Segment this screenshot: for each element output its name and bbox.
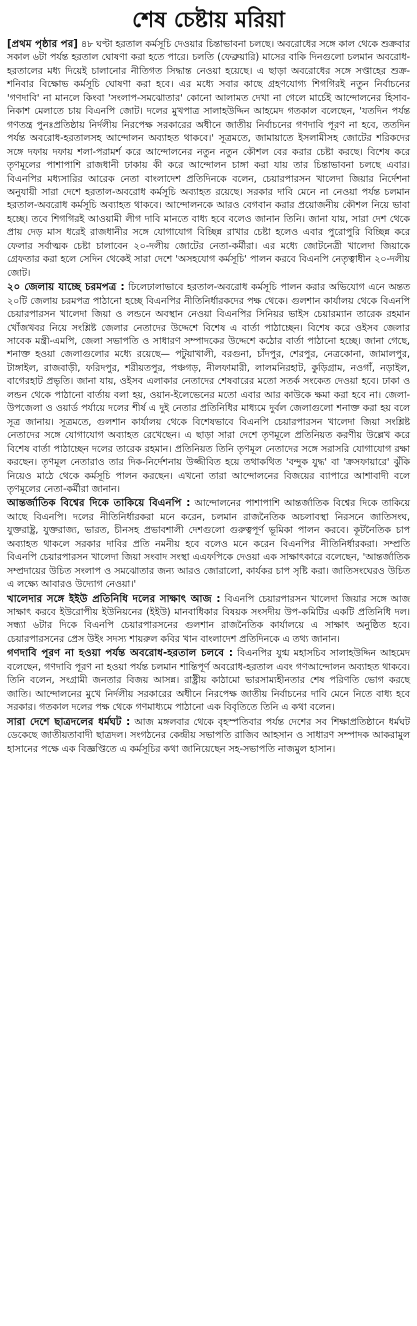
section-body: আজ মঙ্গলবার থেকে বৃহস্পতিবার পর্যন্ত দেশের সব শিক্ষাপ্রতিষ্ঠানে ধর্মঘট ডেকেছে জাতীয়তাবাদী ছাত্রদল। সংগঠনের কেন্দ্রীয় সভাপতি রাজিব আহসান ও সাধারণ সম্পাদক আকরামুল হাসানের পক্ষে এক বিজ্ঞপ্তিতে এ কর্মসূচির কথা জানিয়েছেন সহ-সভাপতি নাজমুল হাসান।	[7, 716, 410, 755]
article-section	[7, 593, 410, 647]
article-section	[7, 281, 410, 496]
section-lead: খালেদার সঙ্গে ইইউ প্রতিনিধি দলের সাক্ষাৎ আজ :	[7, 593, 221, 605]
section-lead: আন্তর্জাতিক বিশ্বের দিকে তাকিয়ে বিএনপি :	[7, 498, 191, 510]
section-lead: [প্রথম পৃষ্ঠার পর]	[7, 39, 78, 50]
section-body: আন্দোলনের পাশাপাশি আন্তর্জাতিক বিশ্বের দিকে তাকিয়ে আছে বিএনপি। দলের নীতিনির্ধারকরা মনে করেন, চলমান রাজনৈতিক অচলাবস্থা নিরসনে জাতিসংঘ, যুক্তরাষ্ট্র, যুক্তরাজ্য, ভারত, চীনসহ প্রভাবশালী দেশগুলো গুরুত্বপূর্ণ ভূমিকা পালন করবে। কূটনৈতিক চাপ অব্যাহত থাকলে সরকার দাবির প্রতি নমনীয় হবে বলেও মনে করেন বিএনপির নীতিনির্ধারকরা। সম্প্রতি বিএনপি চেয়ারপারসন খালেদা জিয়া সংবাদ সংস্থা এএফপিকে দেওয়া এক সাক্ষাৎকারে বলেছেন, 'আন্তর্জাতিক সম্প্রদায়ের উচিত সংলাপ ও সমঝোতার জন্য আরও জোরালো, কার্যকর চাপ সৃষ্টি করা। জাতিসংঘেরও উচিত এ লক্ষ্যে আবারও উদ্যোগ নেওয়া।'	[7, 498, 410, 591]
article-section	[7, 497, 410, 591]
section-lead: সারা দেশে ছাত্রদলের ধর্মঘট :	[7, 716, 131, 728]
section-body: ঢিলেঢালাভাবে হরতাল-অবরোধ কর্মসূচি পালন করার অভিযোগ এনে অন্তত ২০টি জেলায় চরমপত্র পাঠানো হচ্ছে বিএনপির নীতিনির্ধারকদের পক্ষ থেকে। গুলশান কার্যালয় থেকে বিএনপি চেয়ারপারসন খালেদা জিয়া ও লন্ডনে অবস্থান নেওয়া বিএনপির সিনিয়র ভাইস চেয়ারম্যান তারেক রহমান খোঁজখবর নিয়ে সংশ্লিষ্ট জেলার নেতাদের উদ্দেশে বিশেষ এ বার্তা পাঠাচ্ছেন। বিশেষ করে ওইসব জেলার সাবেক মন্ত্রী-এমপি, জেলা সভাপতি ও সাধারণ সম্পাদকের উদ্দেশে কঠোর বার্তা পাঠানো হচ্ছে। জানা গেছে, শনাক্ত হওয়া জেলাগুলোর মধ্যে রয়েছে— পটুয়াখালী, বরগুনা, চাঁদপুর, শেরপুর, নেত্রকোনা, জামালপুর, টাঙ্গাইল, রাজবাড়ী, ফরিদপুর, শরীয়তপুর, পঞ্চগড়, নীলফামারী, লালমনিরহাট, কুড়িগ্রাম, নওগাঁ, নড়াইল, বাগেরহাট প্রভৃতি। জানা যায়, ওইসব এলাকার নেতাদের শেষবারের মতো সতর্ক সংকেত দেওয়া হবে। ঢাকা ও লন্ডন থেকে পাঠানো বার্তায় বলা হয়, ওয়ান-ইলেভেনের মতো এবার আর কাউকে ক্ষমা করা হবে না। জেলা-উপজেলা ও ওয়ার্ড পর্যায়ে দলের শীর্ষ এ দুই নেতার প্রতিনিধির মাধ্যমে দুর্বল জেলাগুলো শনাক্ত করা হয় বলে সূত্র জানায়। সূত্রমতে, গুলশান কার্যালয় থেকে বিশেষভাবে বিএনপি চেয়ারপারসন খালেদা জিয়া সংশ্লিষ্ট নেতাদের সঙ্গে যোগাযোগ অব্যাহত রেখেছেন। এ ছাড়া সারা দেশে তৃণমূলে প্রতিনিয়ত করণীয় উল্লেখ করে বিশেষ বার্তা পাঠাচ্ছেন দলের তারেক রহমান। প্রতিনিয়ত তিনি তৃণমূল নেতাদের সঙ্গে সরাসরি যোগাযোগ রক্ষা করছেন। তৃণমূল নেতারাও তার দিক-নির্দেশনায় উজ্জীবিত হয়ে তথাকথিত 'বন্দুক যুদ্ধ' বা 'ক্রসফায়ারে' ঝুঁকি নিয়েও মাঠে থেকে কর্মসূচি পালন করছেন। এখনো তারা আন্দোলনের বিজয়ের ব্যাপারে আশাবাদী বলে তৃণমূলের নেতা-কর্মীরা জানান।	[7, 282, 410, 495]
section-body: বিএনপি চেয়ারপারসন খালেদা জিয়ার সঙ্গে আজ সাক্ষাৎ করবে ইউরোপীয় ইউনিয়নের (ইইউ) মানবাধিকার বিষয়ক সংসদীয় উপ-কমিটির একটি প্রতিনিধি দল। সন্ধ্যা ৬টার দিকে বিএনপি চেয়ারপারসনের গুলশান রাজনৈতিক কার্যালয়ে এ সাক্ষাৎ অনুষ্ঠিত হবে। চেয়ারপারসনের প্রেস উইং সদস্য শায়রুল কবির খান বাংলাদেশ প্রতিদিনকে এ তথ্য জানান।	[7, 593, 410, 645]
section-body: ৪৮ ঘণ্টা হরতাল কর্মসূচি দেওয়ার চিন্তাভাবনা চলছে। অবরোধের সঙ্গে কাল থেকে শুক্রবার সকাল ৬টা পর্যন্ত হরতাল ঘোষণা করা হতে পারে। চলতি (ফেব্রুয়ারি) মাসের বাকি দিনগুলো চলমান অবরোধ-হরতালের মধ্য দিয়েই চালানোর নীতিগত সিদ্ধান্ত নেওয়া হয়েছে। এ ছাড়া অবরোধের সঙ্গে সপ্তাহের শুক্র-শনিবার বিক্ষোভ কর্মসূচি ঘোষণা করা হবে। এর মধ্যে সবার কাছে গ্রহণযোগ্য শিগগিরই নতুন নির্বাচনের 'গণদাবি' না মানলে কিংবা 'সংলাপ-সমঝোতার' কোনো আলামত দেখা না গেলে মার্চেই আন্দোলনের হিসাব-নিকাশ মেলাতে চায় বিএনপি জোট। দলের মুখপাত্র সালাহউদ্দিন আহমেদ গতকাল বলেছেন, 'যতদিন পর্যন্ত গণতন্ত্র পুনঃপ্রতিষ্ঠায় নির্দলীয় নিরপেক্ষ সরকারের অধীনে জাতীয় নির্বাচনের গণদাবি পূরণ না হবে, ততদিন পর্যন্ত অবরোধ-হরতালসহ আন্দোলন অব্যাহত থাকবে।' সূত্রমতে, জামায়াতে ইসলামীসহ জোটের শরিকদের সঙ্গে দফায় দফায় শলা-পরামর্শ করে আন্দোলনের নতুন নতুন কৌশল বের করার চেষ্টা করছে। বিশেষ করে তৃণমূলের পাশাপাশি রাজধানী ঢাকায় কী করে আন্দোলন চাঙ্গা করা যায় তার চিন্তাভাবনা চলছে এবার। বিএনপির মধ্যসারির আরেক নেতা বাংলাদেশ প্রতিদিনকে বলেন, চেয়ারপারসন খালেদা জিয়ার নির্দেশনা অনুযায়ী সারা দেশে হরতাল-অবরোধ কর্মসূচি অব্যাহত রয়েছে। সরকার দাবি মেনে না নেওয়া পর্যন্ত চলমান হরতাল-অবরোধ কর্মসূচি অব্যাহত থাকবে। আন্দোলনকে আরও বেগবান করার প্রয়োজনীয় কৌশল নিয়ে ভাবা হচ্ছে। তবে শিগগিরই আওয়ামী লীগ দাবি মানতে বাধ্য হবে বলেও জানান তিনি। জানা যায়, সারা দেশ থেকে প্রায় দেড় মাস ধরেই রাজধানীর সঙ্গে যোগাযোগ বিচ্ছিন্ন রাখার চেষ্টা হলেও এবার পুরোপুরি বিচ্ছিন্ন করে ফেলার সর্বাত্মক চেষ্টা চালাবেন ২০-দলীয় জোটের নেতা-কর্মীরা। এর মধ্যে জোটনেত্রী খালেদা জিয়াকে গ্রেফতার করা হলে সেদিন থেকেই সারা দেশে 'অসহযোগ কর্মসূচি' পালন করবে বিএনপি নেতৃত্বাধীন ২০-দলীয় জোট।	[7, 39, 410, 279]
section-lead: গণদাবি পূরণ না হওয়া পর্যন্ত অবরোধ-হরতাল চলবে :	[7, 648, 233, 660]
article-section	[7, 38, 410, 280]
article-section	[7, 647, 410, 714]
article-section	[7, 716, 410, 756]
section-body: বিএনপির যুগ্ম মহাসচিব সালাহউদ্দিন আহমেদ বলেছেন, গণদাবি পূরণ না হওয়া পর্যন্ত চলমান শান্তিপূর্ণ অবরোধ-হরতাল এবং গণআন্দোলন অব্যাহত থাকবে। তিনি বলেন, সংগ্রামী জনতার বিজয় আসন্ন। রাষ্ট্রীয় কাঠামো ভারসাম্যহীনতার শেষ পরিণতি ভোগ করছে জাতি। আন্দোলনের মুখে নির্দলীয় সরকারের অধীনে নিরপেক্ষ জাতীয় নির্বাচনের দাবি মেনে নিতে বাধ্য হবে সরকার। গতকাল দলের পক্ষ থেকে গণমাধ্যমে পাঠানো এক বিবৃতিতে তিনি এ কথা বলেন।	[7, 648, 410, 714]
headline: শেষ চেষ্টায় মরিয়া	[132, 7, 285, 33]
section-lead: ২০ জেলায় যাচ্ছে চরমপত্র :	[7, 282, 125, 294]
